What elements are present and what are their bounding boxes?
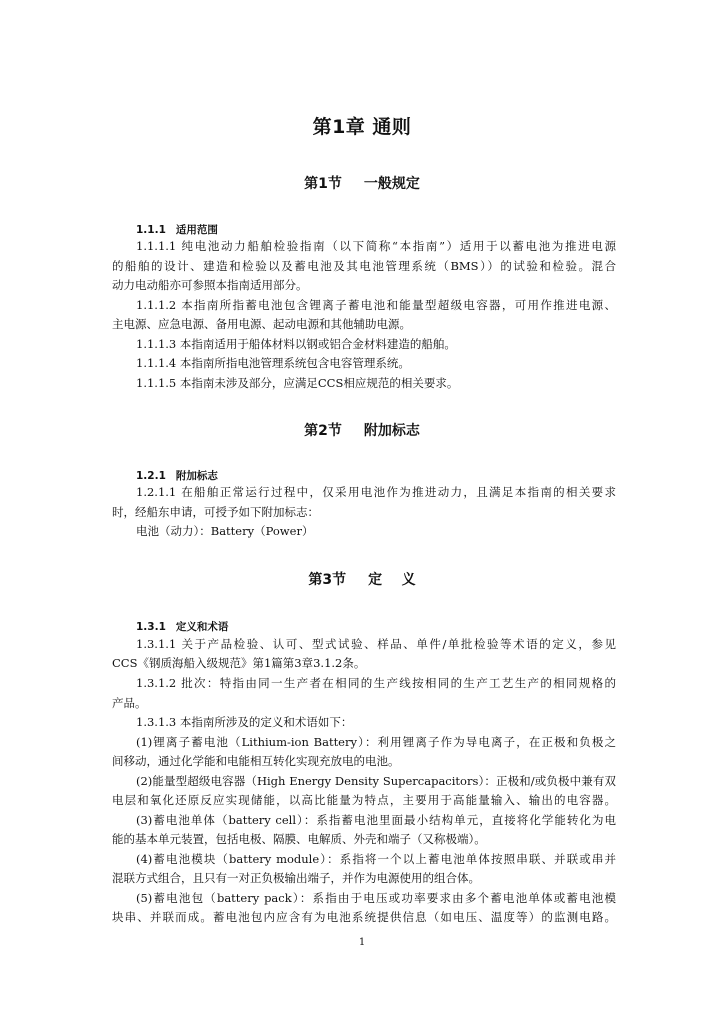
paragraph-line: 1.1.1.5 本指南未涉及部分，应满足CCS相应规范的相关要求。 [136,376,459,390]
section-1-name: 一般规定 [363,176,420,192]
subsection-title: 定义和术语 [175,621,229,633]
paragraph-line: CCS《钢质海船入级规范》第1篇第3章3.1.2条。 [112,656,366,670]
paragraph-line: 电池（动力）：Battery（Power） [136,524,314,538]
paragraph-line: 1.1.1.2 本指南所指蓄电池包含锂离子蓄电池和能量型超级电容器，可用作推进电源、 [136,298,616,312]
paragraph-line: 动力电动船亦可参照本指南适用部分。 [112,278,308,292]
paragraph-line: 1.2.1.1 在船舶正常运行过程中，仅采用电池作为推进动力，且满足本指南的相关要求 [136,485,616,499]
subsection-1-2-1-heading [136,468,218,483]
subsection-number: 1.2.1 [136,470,166,482]
section-2-name: 附加标志 [363,423,420,439]
page-number: 1 [358,937,366,948]
subsection-1-1-1-heading [136,222,218,237]
section-3-number: 第3节 [308,572,347,588]
paragraph-line: 1.3.1.2 批次：特指由同一生产者在相同的生产线按相同的生产工艺生产的相同规格的 [136,676,616,690]
section-2-number: 第2节 [304,423,342,439]
paragraph-line: 混联方式组合，且只有一对正负极输出端子，并作为电源使用的组合体。 [112,871,480,885]
paragraph-line: 主电源、应急电源、备用电源、起动电源和其他辅助电源。 [112,317,411,331]
subsection-1-3-1-heading [136,619,228,634]
paragraph-line: 能的基本单元装置，包括电极、隔膜、电解质、外壳和端子（又称极端）。 [112,832,486,846]
paragraph-line: 1.1.1.3 本指南适用于船体材料以钢或铝合金材料建造的船舶。 [136,337,456,351]
paragraph-line: 1.3.1.3 本指南所涉及的定义和术语如下： [136,715,353,729]
paragraph-line: 1.1.1.4 本指南所指电池管理系统包含电容管理系统。 [136,356,410,370]
subsection-title: 附加标志 [175,470,218,482]
subsection-title: 适用范围 [175,224,218,236]
paragraph-line: 产品。 [112,696,147,710]
section-3-name: 定 义 [368,572,416,588]
paragraph-line: 电层和氧化还原反应实现储能，以高比能量为特点，主要用于高能量输入、输出的电容器。 [112,793,616,807]
paragraph-line: 间移动，通过化学能和电能相互转化实现充放电的电池。 [112,754,400,768]
paragraph-line: (5)蓄电池包（battery pack）：系指由于电压或功率要求由多个蓄电池单体或蓄电池模 [136,891,616,905]
paragraph-line: (3)蓄电池单体（battery cell）：系指蓄电池里面最小结构单元，直接将化学能转化为电 [136,813,616,827]
paragraph-line: 的船舶的设计、建造和检验以及蓄电池及其电池管理系统（BMS））的试验和检验。混合 [112,259,616,273]
paragraph-line: (1)锂离子蓄电池（Lithium-ion Battery）：利用锂离子作为导电离子，在正极和负极之 [136,735,616,749]
section-1-title [0,173,724,193]
subsection-number: 1.3.1 [136,621,166,633]
chapter-title: 第1章 通则 [312,116,412,138]
section-1-number: 第1节 [304,176,342,192]
paragraph-line: 时，经船东申请，可授予如下附加标志： [112,505,319,519]
subsection-number: 1.1.1 [136,224,166,236]
section-2-title [0,420,724,440]
paragraph-line: 1.1.1.1 纯电池动力船舶检验指南（以下简称“本指南”）适用于以蓄电池为推进电源 [136,239,616,253]
section-3-title [0,569,724,589]
paragraph-line: 块串、并联而成。蓄电池包内应含有为电池系统提供信息（如电压、温度等）的监测电路。 [112,910,616,924]
paragraph-line: 1.3.1.1 关于产品检验、认可、型式试验、样品、单件/单批检验等术语的定义，参见 [136,637,616,651]
paragraph-line: (4)蓄电池模块（battery module）：系指将一个以上蓄电池单体按照串联、并联或串并 [136,852,616,866]
paragraph-line: (2)能量型超级电容器（High Energy Density Supercapacitors）：正极和/或负极中兼有双 [136,774,616,788]
